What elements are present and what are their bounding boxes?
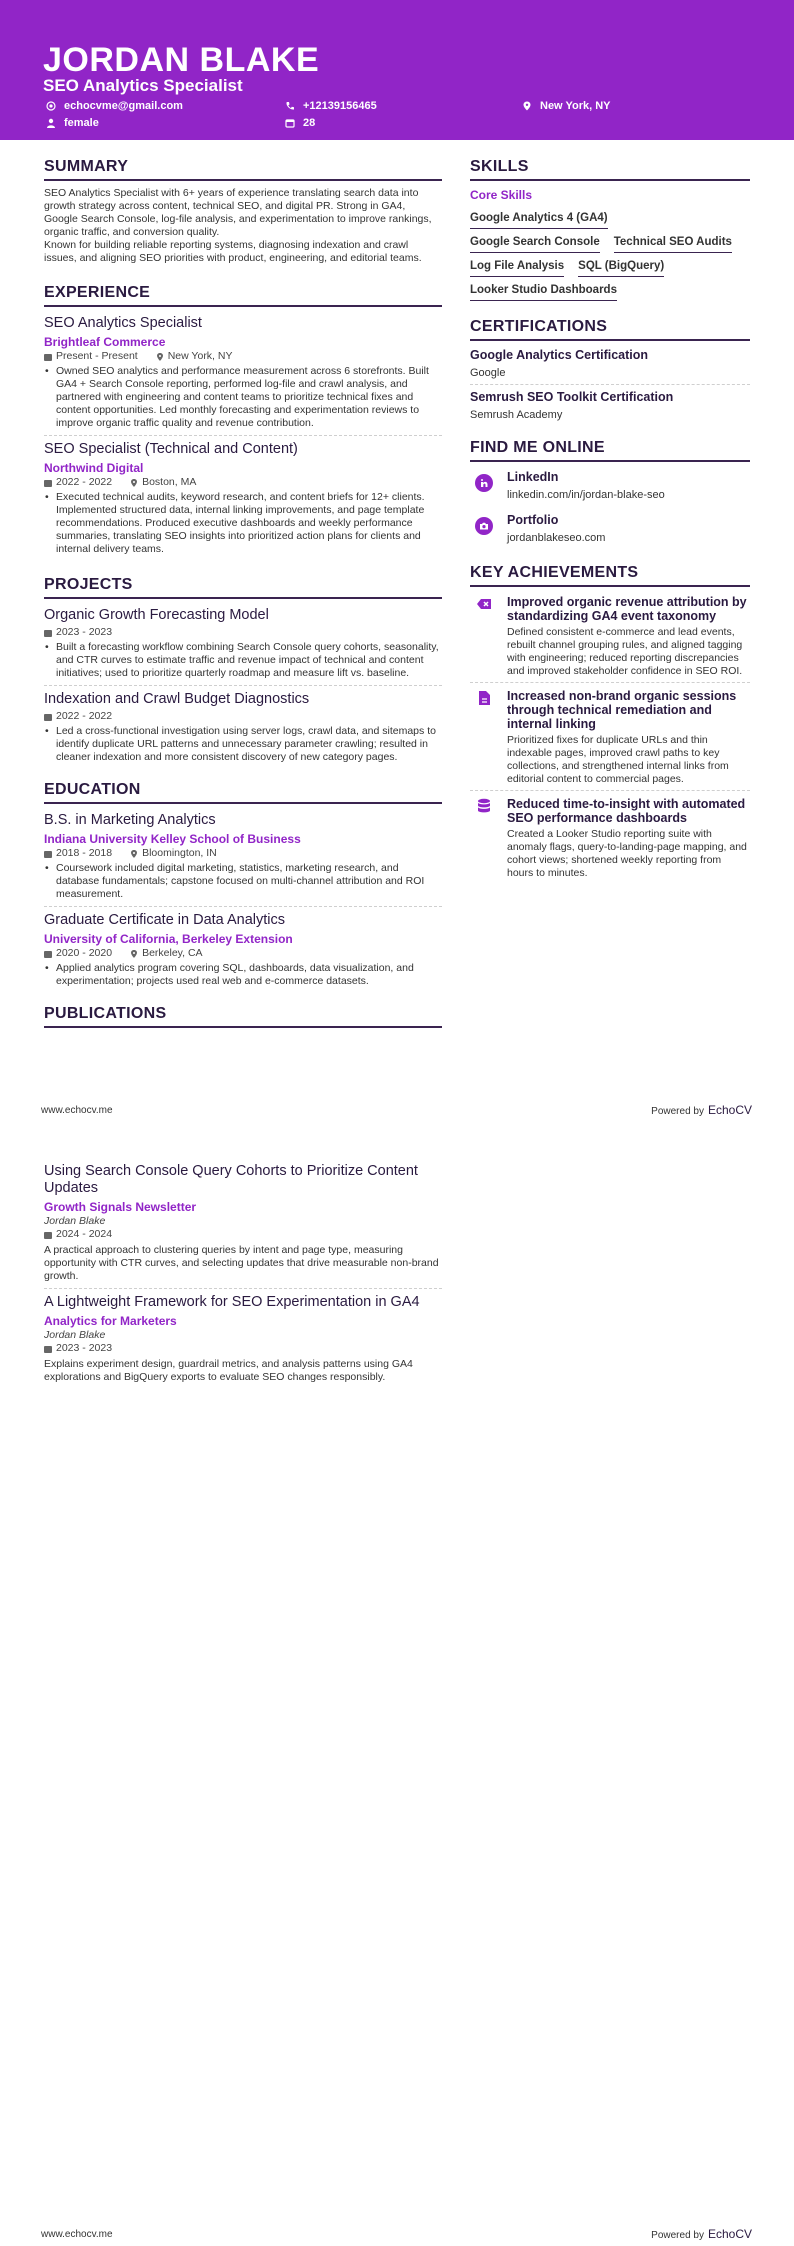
online-label: LinkedIn: [507, 470, 559, 484]
powered-by-text: Powered by: [651, 2230, 704, 2241]
entry-bullet: • Applied analytics program covering SQL, dashboards, data visualization, and experimentation; projects used real web and e-commerce datasets.: [44, 962, 442, 988]
project-name: Indexation and Crawl Budget Diagnostics: [44, 691, 310, 707]
achievement-description: Created a Looker Studio reporting suite with anomaly flags, query-to-landing-page mapping, and cohort views; shortened weekly reporting from hours to minutes.: [507, 828, 747, 879]
email-text: echocvme@gmail.com: [64, 100, 183, 112]
phone-text: +12139156465: [303, 100, 377, 112]
camera-icon: [475, 517, 493, 535]
brand-logo[interactable]: EchoCV: [707, 2227, 752, 2241]
summary-paragraph: SEO Analytics Specialist with 6+ years of experience translating search data into growth strategy across content, technical SEO, and digital PR. Strong in GA4, Google Search Console, log-file analysis, and experimentation to improve rankings, organic traffic, and conversion quality.: [44, 187, 432, 238]
company-name: Brightleaf Commerce: [44, 335, 166, 349]
education-entry: [44, 912, 442, 988]
experience-entry: [44, 441, 442, 559]
skills-heading: SKILLS: [470, 157, 750, 181]
calendar-icon: [44, 713, 52, 721]
publications-heading: PUBLICATIONS: [44, 1004, 442, 1028]
footer-powered-by: [651, 1103, 752, 1117]
calendar-icon: [44, 850, 52, 858]
school-name: University of California, Berkeley Extension: [44, 932, 293, 946]
online-url[interactable]: jordanblakeseo.com: [507, 532, 606, 544]
project-entry: [44, 607, 442, 686]
summary-section: [44, 187, 442, 265]
achievement-title: Reduced time-to-insight with automated SEO performance dashboards: [507, 797, 746, 825]
online-link-portfolio[interactable]: [470, 513, 750, 551]
achievement-entry: [470, 595, 750, 683]
certifications-heading: CERTIFICATIONS: [470, 317, 750, 341]
entry-bullet: • Coursework included digital marketing, statistics, marketing research, and database fundamentals; capstone focused on multi-channel attribution and ROI measurement.: [44, 862, 442, 901]
at-icon: [46, 101, 56, 111]
publication-author: Jordan Blake: [44, 1329, 106, 1341]
right-column: [470, 157, 750, 880]
achievement-entry: [470, 797, 750, 880]
education-entry: [44, 812, 442, 907]
skill-tag: Technical SEO Audits: [614, 235, 732, 253]
skill-tag: Looker Studio Dashboards: [470, 283, 617, 301]
education-heading: EDUCATION: [44, 780, 442, 804]
achievement-description: Defined consistent e-commerce and lead events, rebuilt channel grouping rules, and aligned tagging with engineering; reduced reporting discrepancies and improved stakeholder confidence in SEO ROI.: [507, 626, 743, 677]
gender-text: female: [64, 117, 99, 129]
brand-logo[interactable]: EchoCV: [707, 1103, 752, 1117]
location-text: Boston, MA: [142, 476, 197, 488]
age-text: 28: [303, 117, 316, 129]
achievement-entry: [470, 689, 750, 791]
calendar-icon: [44, 479, 52, 487]
entry-meta: [44, 1342, 442, 1355]
entry-location: [156, 350, 233, 363]
achievements-heading: KEY ACHIEVEMENTS: [470, 563, 750, 587]
role-title: SEO Specialist (Technical and Content): [44, 441, 298, 457]
project-entry: [44, 691, 442, 764]
skill-tag: Google Analytics 4 (GA4): [470, 211, 608, 229]
publication-description: A practical approach to clustering queries by intent and page type, measuring opportunity with CTR curves, and selecting updates that drive measurable non-brand growth.: [44, 1244, 439, 1282]
candidate-name: JORDAN BLAKE: [43, 41, 320, 79]
database-icon: [475, 797, 493, 815]
footer-website[interactable]: www.echocv.me: [41, 1105, 113, 1116]
degree-name: Graduate Certificate in Data Analytics: [44, 912, 285, 928]
phone-icon: [285, 101, 295, 111]
entry-bullet: • Led a cross-functional investigation using server logs, crawl data, and sitemaps to identify duplicate URL patterns and unnecessary parameter crawling; resulted in cleaner indexation and more consistent discovery of new category pages.: [44, 725, 442, 764]
achievement-description: Prioritized fixes for duplicate URLs and thin indexable pages, improved crawl paths to key collections, and strengthened internal links from editorial content to commercial pages.: [507, 734, 729, 785]
contact-gender: [46, 116, 99, 130]
entry-dates: 2020 - 2020: [56, 947, 113, 959]
location-text: Bloomington, IN: [142, 847, 217, 859]
publication-title: Using Search Console Query Cohorts to Prioritize Content Updates: [44, 1163, 418, 1196]
entry-dates: 2024 - 2024: [56, 1228, 113, 1240]
calendar-icon: [44, 629, 52, 637]
certification-entry: [470, 390, 750, 422]
footer-website[interactable]: www.echocv.me: [41, 2229, 113, 2240]
skill-tag: SQL (BigQuery): [578, 259, 664, 277]
school-name: Indiana University Kelley School of Business: [44, 832, 301, 846]
calendar-icon: [44, 1231, 52, 1239]
entry-bullet: • Owned SEO analytics and performance measurement across 6 storefronts. Built GA4 + Search Console reporting, performed log-file and crawl analysis, and partnered with engineering and content teams to prioritize technical fixes and content opportunities. Led monthly forecasting and experimentation reviews to improve organic traffic quality and revenue contribution.: [44, 365, 442, 430]
publication-publisher: Growth Signals Newsletter: [44, 1200, 197, 1214]
skill-tag: Log File Analysis: [470, 259, 564, 277]
certification-entry: [470, 348, 750, 385]
certification-issuer: Semrush Academy: [470, 409, 563, 421]
contact-location: [522, 99, 611, 113]
contact-age: [285, 116, 315, 130]
contact-email[interactable]: [46, 99, 183, 113]
certification-name: Semrush SEO Toolkit Certification: [470, 390, 674, 404]
entry-meta: [44, 476, 442, 489]
entry-meta: [44, 847, 442, 860]
projects-heading: PROJECTS: [44, 575, 442, 599]
entry-meta: [44, 947, 442, 960]
entry-meta: [44, 350, 442, 363]
calendar-icon: [44, 1345, 52, 1353]
degree-name: B.S. in Marketing Analytics: [44, 812, 216, 828]
certification-name: Google Analytics Certification: [470, 348, 649, 362]
publications-section: [44, 1163, 442, 1384]
publication-author: Jordan Blake: [44, 1215, 106, 1227]
tag-remove-icon: [475, 595, 493, 613]
entry-dates: 2018 - 2018: [56, 847, 113, 859]
calendar-icon: [44, 950, 52, 958]
left-column: [44, 157, 442, 1028]
summary-paragraph: Known for building reliable reporting systems, diagnosing indexation and crawl issues, and aligning SEO priorities with product, engineering, and editorial teams.: [44, 239, 422, 264]
publication-title: A Lightweight Framework for SEO Experimentation in GA4: [44, 1294, 420, 1310]
footer-powered-by: [651, 2227, 752, 2241]
role-title: SEO Analytics Specialist: [44, 315, 202, 331]
company-name: Northwind Digital: [44, 461, 144, 475]
entry-location: [130, 847, 217, 860]
entry-meta: [44, 710, 442, 723]
calendar-icon: [285, 118, 295, 128]
experience-heading: EXPERIENCE: [44, 283, 442, 307]
publication-entry: [44, 1163, 442, 1289]
entry-meta: [44, 626, 442, 639]
document-icon: [475, 689, 493, 707]
resume-header: [0, 0, 794, 140]
achievement-title: Increased non-brand organic sessions through technical remediation and internal linking: [507, 689, 737, 731]
entry-meta: [44, 1228, 442, 1241]
location-pin-icon: [130, 479, 138, 487]
certification-issuer: Google: [470, 367, 506, 379]
entry-location: [130, 476, 196, 489]
calendar-icon: [44, 353, 52, 361]
online-link-linkedin[interactable]: [470, 470, 750, 508]
person-icon: [46, 118, 56, 128]
skill-tag: Google Search Console: [470, 235, 600, 253]
location-text: Berkeley, CA: [142, 947, 203, 959]
entry-dates: Present - Present: [56, 350, 138, 362]
powered-by-text: Powered by: [651, 1106, 704, 1117]
entry-dates: 2022 - 2022: [56, 476, 113, 488]
location-text: New York, NY: [167, 350, 233, 362]
contact-phone[interactable]: [285, 99, 377, 113]
entry-dates: 2022 - 2022: [56, 710, 113, 722]
entry-dates: 2023 - 2023: [56, 1342, 113, 1354]
entry-location: [130, 947, 203, 960]
skill-group-label: Core Skills: [470, 188, 533, 202]
candidate-title: SEO Analytics Specialist: [43, 76, 243, 95]
achievement-title: Improved organic revenue attribution by standardizing GA4 event taxonomy: [507, 595, 747, 623]
linkedin-icon: [475, 474, 493, 492]
publication-entry: [44, 1294, 442, 1384]
location-pin-icon: [156, 353, 164, 361]
entry-bullet: • Built a forecasting workflow combining Search Console query cohorts, seasonality, and CTR curves to estimate traffic and revenue impact of technical and content initiatives; used to prioritize quarterly roadmap and measure lift vs. baseline.: [44, 641, 442, 680]
publication-description: Explains experiment design, guardrail metrics, and analysis patterns using GA4 explorations and BigQuery exports to evaluate SEO changes responsibly.: [44, 1358, 413, 1383]
online-heading: FIND ME ONLINE: [470, 438, 750, 462]
skills-list: [470, 205, 750, 301]
entry-bullet: • Executed technical audits, keyword research, and content briefs for 12+ clients. Implemented structured data, internal linking improvements, and page template recommendations. Produced executive dashboards and weekly performance summaries, translating SEO insights into prioritized action plans for clients and internal delivery teams.: [44, 491, 442, 556]
online-label: Portfolio: [507, 513, 559, 527]
location-pin-icon: [522, 101, 532, 111]
publication-publisher: Analytics for Marketers: [44, 1314, 177, 1328]
location-pin-icon: [130, 950, 138, 958]
experience-entry: [44, 315, 442, 436]
online-url[interactable]: linkedin.com/in/jordan-blake-seo: [507, 489, 665, 501]
location-text: New York, NY: [540, 100, 611, 112]
project-name: Organic Growth Forecasting Model: [44, 607, 269, 623]
summary-heading: SUMMARY: [44, 157, 442, 181]
location-pin-icon: [130, 850, 138, 858]
entry-dates: 2023 - 2023: [56, 626, 113, 638]
